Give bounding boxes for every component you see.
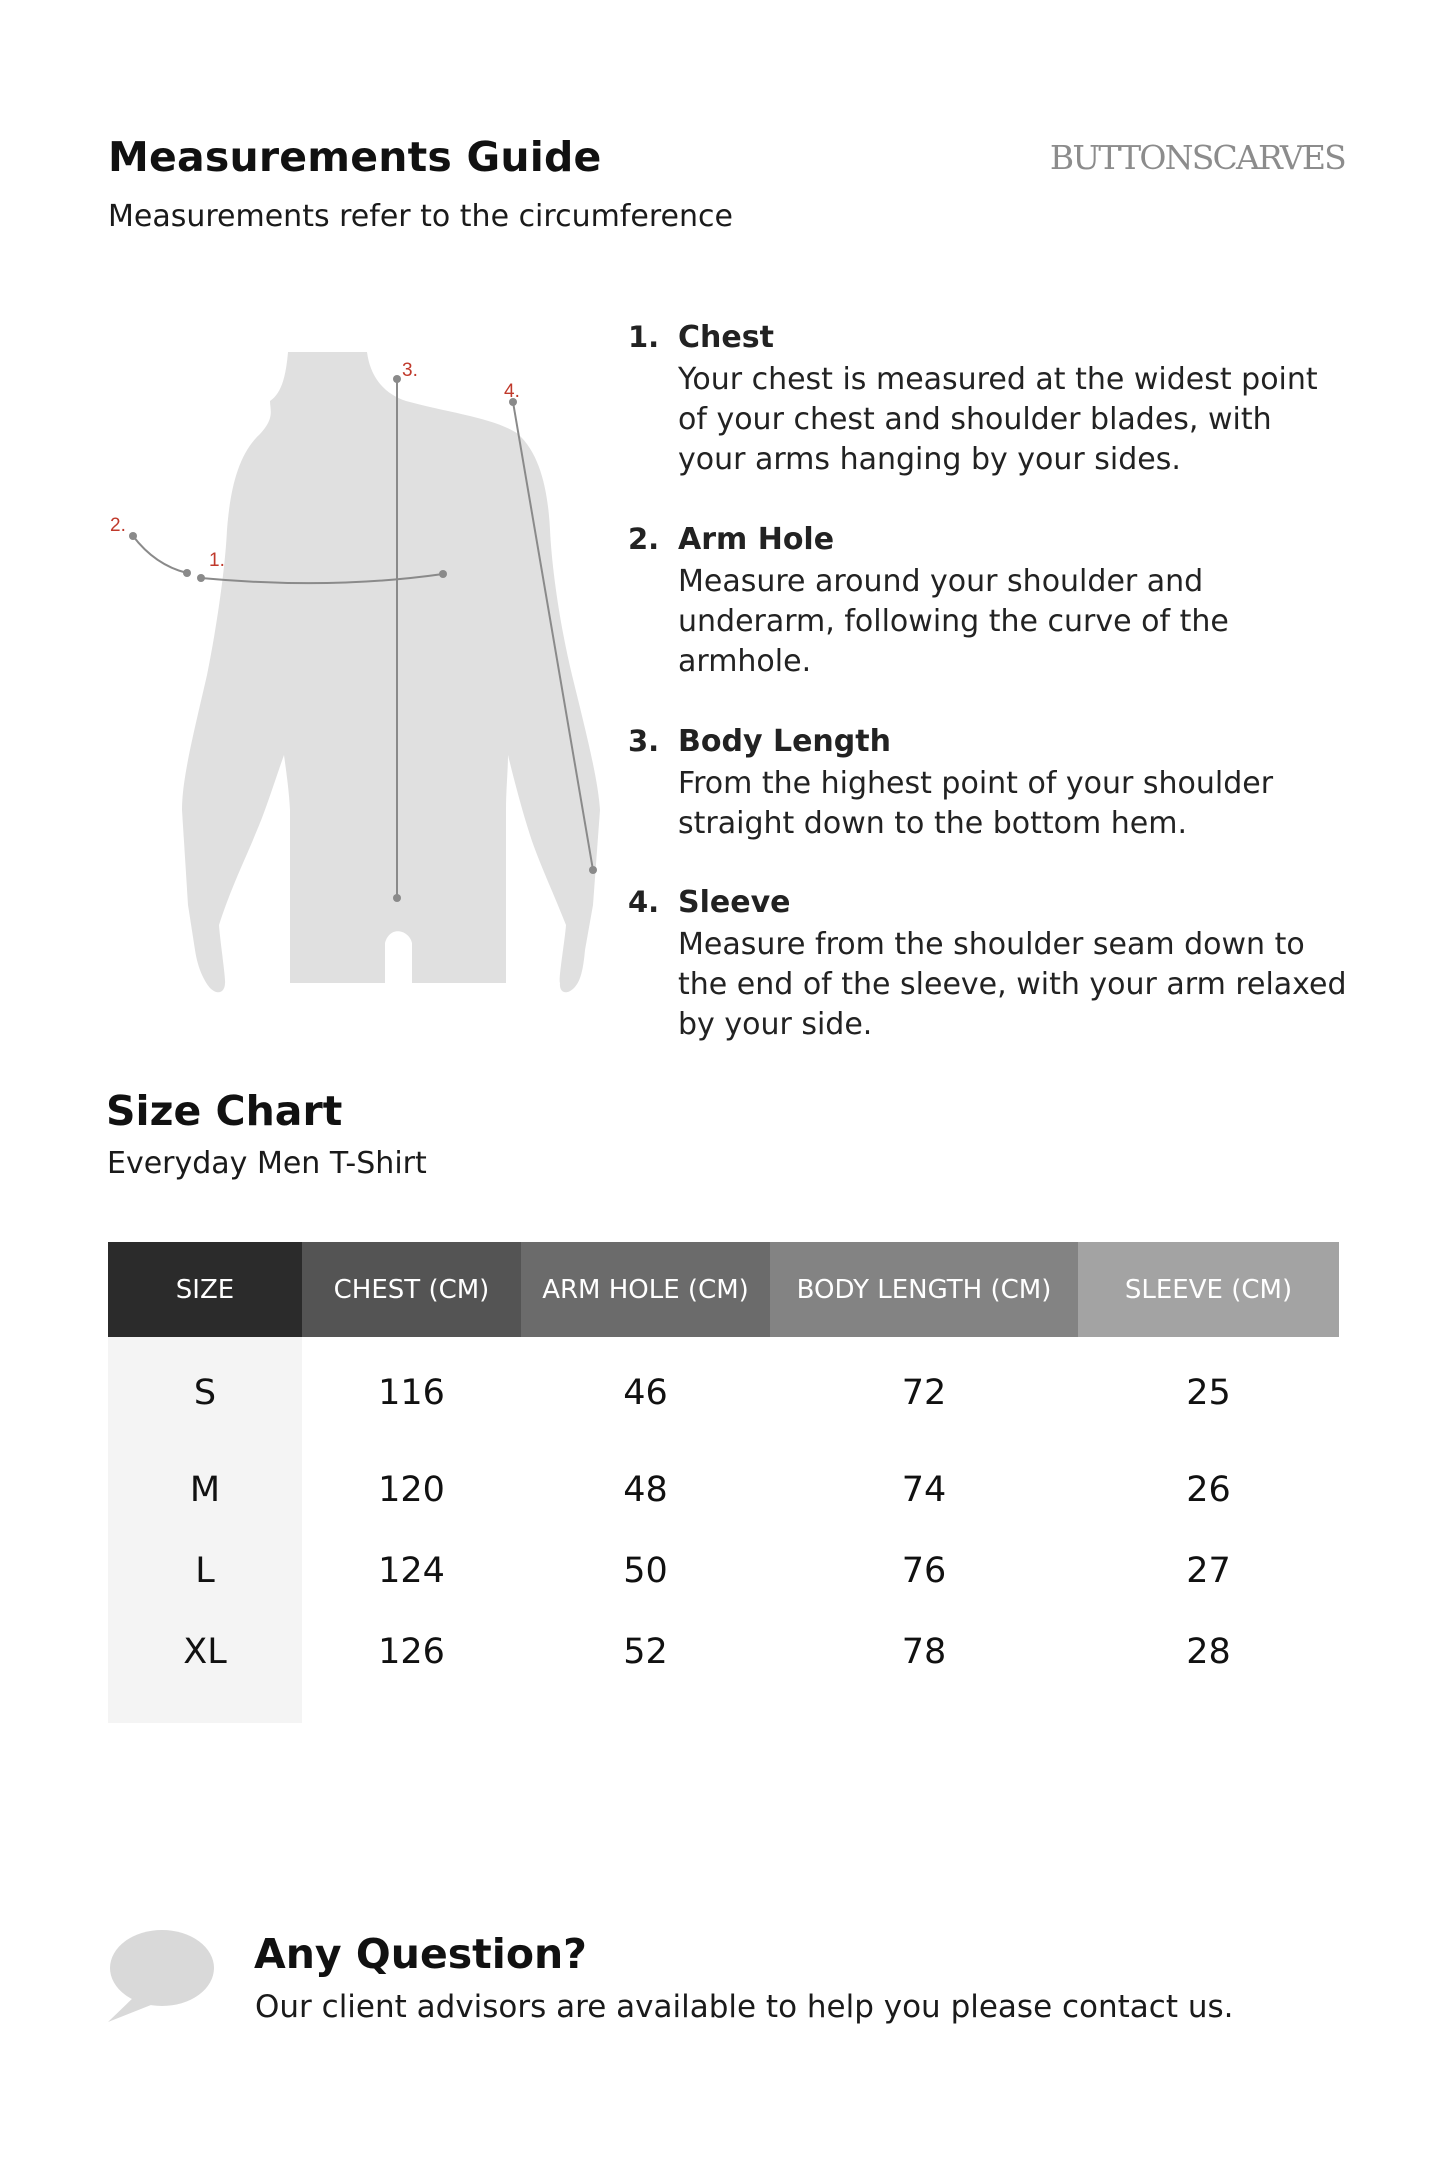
brand-logo: BUTTONSCARVES <box>1049 138 1345 177</box>
sleeve-cell: 25 <box>1186 1373 1231 1413</box>
sleeve-cell: 26 <box>1186 1469 1231 1510</box>
size-chart-title: Size Chart <box>106 1087 343 1135</box>
column-header-arm-hole: ARM HOLE (CM) <box>521 1242 770 1337</box>
guide-number: 3. <box>628 724 660 758</box>
guide-description: Your chest is measured at the widest point of your chest and shoulder blades, with your arms hanging by your sides. <box>678 362 1318 477</box>
guide-title: Body Length <box>678 724 891 759</box>
size-cell: M <box>108 1449 302 1530</box>
spacer-cell <box>302 1693 521 1723</box>
figure-label-body-length: 3. <box>402 360 418 381</box>
column-header-body-length: BODY LENGTH (CM) <box>770 1242 1078 1337</box>
arm-hole-cell: 46 <box>623 1373 668 1413</box>
size-cell: S <box>108 1337 302 1449</box>
guide-number: 4. <box>628 885 660 919</box>
chest-cell: 124 <box>378 1550 445 1591</box>
table-row <box>108 1449 1339 1530</box>
column-header-sleeve: SLEEVE (CM) <box>1078 1242 1339 1337</box>
size-chart-table <box>108 1242 1339 1723</box>
guide-title: Sleeve <box>678 885 791 920</box>
spacer-cell <box>521 1693 770 1723</box>
guide-number: 2. <box>628 522 660 556</box>
figure-label-arm-hole: 2. <box>110 515 126 536</box>
chest-cell: 120 <box>378 1469 445 1510</box>
sleeve-cell: 27 <box>1186 1550 1231 1591</box>
arm-hole-cell: 48 <box>623 1469 668 1510</box>
table-row <box>108 1530 1339 1611</box>
arm-hole-cell: 50 <box>623 1550 668 1591</box>
chest-cell: 126 <box>378 1632 445 1672</box>
guide-title: Chest <box>678 320 774 355</box>
page-subtitle: Measurements refer to the circumference <box>108 199 733 234</box>
page-title: Measurements Guide <box>108 133 602 181</box>
body-length-cell: 78 <box>901 1632 947 1672</box>
size-cell: L <box>108 1530 302 1611</box>
column-header-size: SIZE <box>108 1242 302 1337</box>
guide-description: From the highest point of your shoulder straight down to the bottom hem. <box>678 766 1274 841</box>
torso-silhouette <box>182 352 600 992</box>
arm-hole-line <box>133 536 187 573</box>
figure-label-chest: 1. <box>209 550 225 571</box>
body-measurement-figure <box>60 340 620 1000</box>
arm-hole-cell: 52 <box>623 1632 668 1672</box>
body-length-cell: 76 <box>901 1550 947 1591</box>
column-header-chest: CHEST (CM) <box>302 1242 521 1337</box>
sleeve-cell: 28 <box>1186 1632 1231 1672</box>
size-cell: XL <box>108 1611 302 1693</box>
figure-label-sleeve: 4. <box>504 381 520 402</box>
table-footer-spacer <box>108 1693 1339 1723</box>
chest-cell: 116 <box>378 1373 445 1413</box>
spacer-cell <box>770 1693 1078 1723</box>
contact-text: Our client advisors are available to help you please contact us. <box>255 1989 1234 2025</box>
spacer-cell <box>1078 1693 1339 1723</box>
size-chart-subtitle: Everyday Men T-Shirt <box>107 1146 427 1181</box>
guide-description: Measure around your shoulder and underarm, following the curve of the armhole. <box>678 564 1229 679</box>
guide-description: Measure from the shoulder seam down to the end of the sleeve, with your arm relaxed by your side. <box>678 927 1347 1042</box>
table-row <box>108 1337 1339 1449</box>
guide-title: Arm Hole <box>678 522 835 557</box>
contact-title: Any Question? <box>254 1930 587 1978</box>
table-row <box>108 1611 1339 1693</box>
size-column-spacer <box>108 1693 302 1723</box>
table-header-row <box>108 1242 1339 1337</box>
chat-bubble-icon <box>106 1925 216 2025</box>
body-length-cell: 74 <box>901 1469 947 1510</box>
body-length-cell: 72 <box>901 1373 947 1413</box>
guide-number: 1. <box>628 320 660 354</box>
